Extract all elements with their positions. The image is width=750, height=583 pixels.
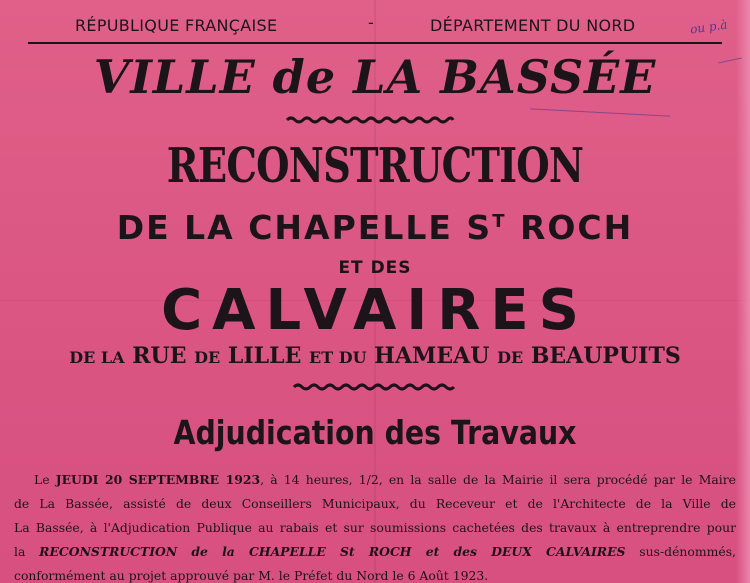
body-emphasis: RECONSTRUCTION de la CHAPELLE St ROCH et des DEUX CALVAIRES bbox=[39, 544, 626, 559]
headline-rue bbox=[0, 343, 750, 369]
rue-part: BEAUPUITS bbox=[523, 343, 681, 369]
rue-part: HAMEAU bbox=[366, 343, 498, 369]
body-text: la bbox=[14, 544, 40, 559]
poster-title: VILLE de LA BASSÉE bbox=[93, 50, 657, 104]
rue-part: DE bbox=[497, 348, 524, 367]
body-text: sus-dénommés, bbox=[625, 544, 736, 559]
body-date: JEUDI 20 SEPTEMBRE 1923 bbox=[55, 472, 261, 487]
body-line-5: conformément au projet approuvé par M. le Préfet du Nord le 6 Août 1923. bbox=[14, 568, 489, 583]
ornament-squiggle bbox=[292, 383, 457, 391]
headline-chapelle bbox=[0, 208, 750, 247]
pen-stroke bbox=[530, 108, 670, 116]
header-separator: - bbox=[368, 13, 374, 32]
header-right: DÉPARTEMENT DU NORD bbox=[430, 16, 636, 35]
chapelle-text-end: ROCH bbox=[506, 208, 634, 247]
notice-body bbox=[14, 468, 736, 583]
rue-part: LILLE bbox=[220, 343, 310, 369]
rue-part: DE LA bbox=[69, 348, 125, 367]
body-line-3: La Bassée, à l'Adjudication Publique au rabais et sur soumissions cachetées des travaux à entreprendre pour bbox=[14, 520, 736, 535]
handwritten-note: ou p.à bbox=[689, 17, 729, 37]
rue-part: ET DU bbox=[309, 348, 367, 367]
body-line-1 bbox=[14, 468, 736, 492]
body-text: Le bbox=[34, 472, 56, 487]
headline-calvaires: CALVAIRES bbox=[161, 278, 589, 343]
body-text: , à 14 heures, 1/2, en la salle de la Mairie il sera procédé par le Maire bbox=[260, 472, 736, 487]
subtitle-adjudication: Adjudication des Travaux bbox=[173, 413, 577, 452]
rue-part: DE bbox=[194, 348, 221, 367]
header-left: RÉPUBLIQUE FRANÇAISE bbox=[75, 16, 278, 35]
ornament-squiggle bbox=[285, 116, 455, 124]
headline-et-des: ET DES bbox=[338, 258, 412, 278]
headline-reconstruction: RECONSTRUCTION bbox=[166, 138, 584, 194]
rue-part: RUE bbox=[124, 343, 195, 369]
chapelle-sup: T bbox=[492, 211, 507, 232]
chapelle-text: DE LA CHAPELLE S bbox=[116, 208, 493, 247]
header-rule bbox=[28, 42, 722, 44]
body-line-4 bbox=[14, 540, 736, 564]
body-line-2: de La Bassée, assisté de deux Conseillers Municipaux, du Receveur et de l'Architecte de la Ville de bbox=[14, 496, 736, 511]
